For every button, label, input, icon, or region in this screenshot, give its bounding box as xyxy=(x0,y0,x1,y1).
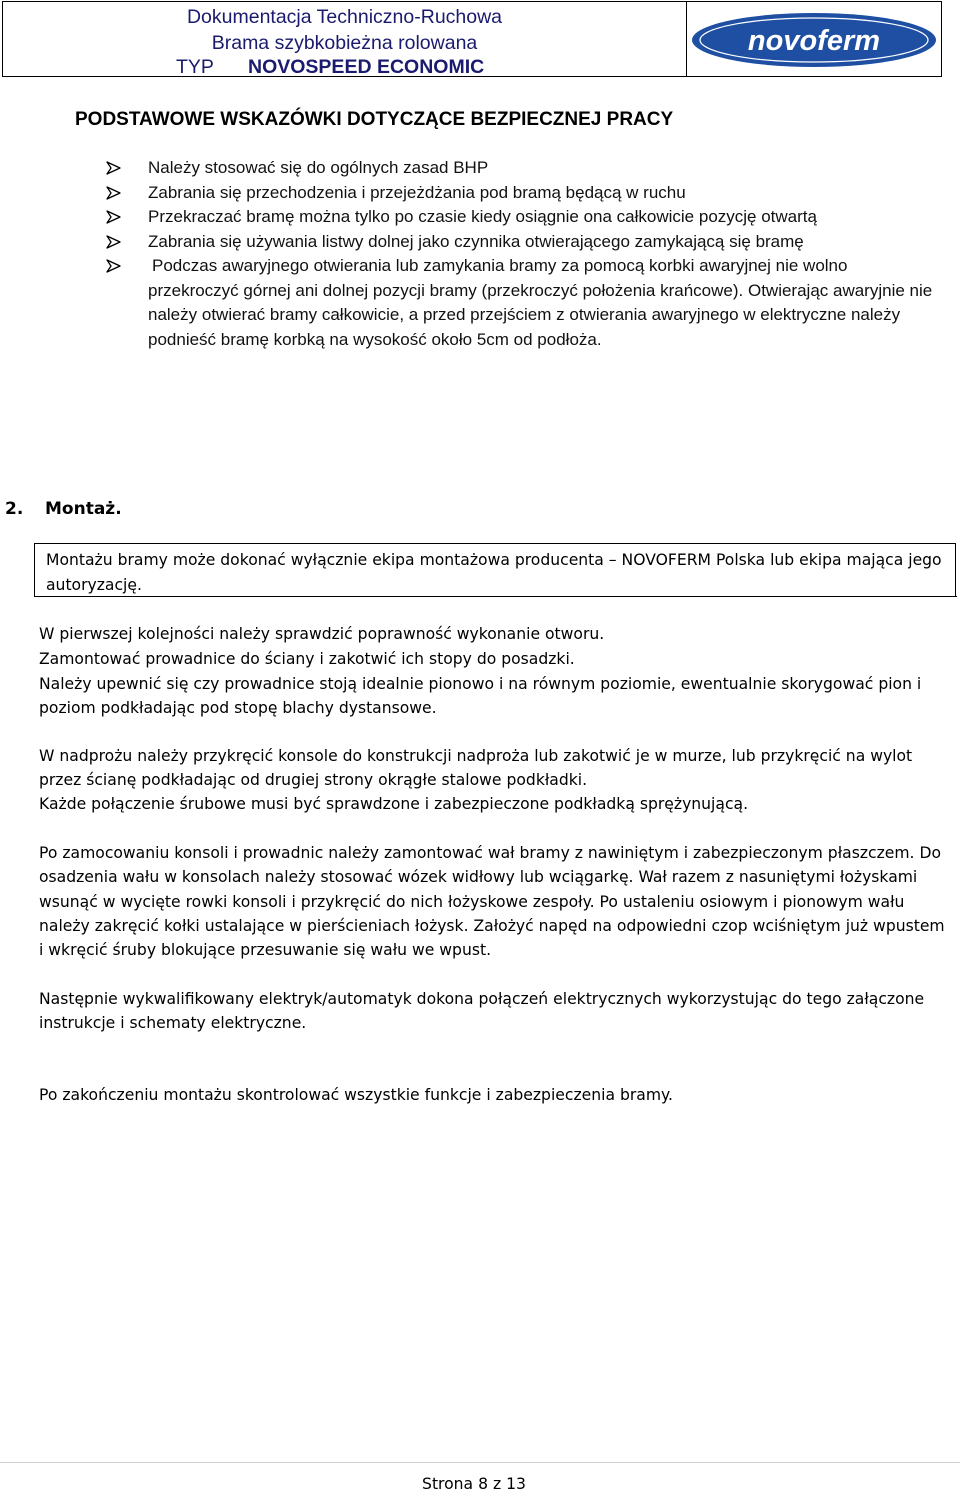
safety-item-text: Przekraczać bramę można tylko po czasie kiedy osiągnie ona całkowicie pozycję otwartą xyxy=(148,207,817,226)
safety-item-text: Podczas awaryjnego otwierania lub zamykania bramy za pomocą korbki awaryjnej nie wolno przekroczyć górnej ani dolnej pozycji bramy (przekroczyć położenia krańcowe). Otwierając awaryjnie nie należy otwierać bramy całkowicie, a przed przejściem z otwierania awaryjnego w elektryczne należy podnieść bramę korbką na wysokość około 5cm od podłoża. xyxy=(148,256,933,349)
paragraph-level-guides: Należy upewnić się czy prowadnice stoją idealnie pionowo i na równym poziomie, ewentualnie skorygować pion i poziom podkładając pod stopę blachy dystansowe. xyxy=(39,675,922,718)
safety-item-text: Zabrania się używania listwy dolnej jako czynnika otwierającego zamykającą się bramę xyxy=(148,231,804,251)
header-title-block xyxy=(3,2,687,76)
arrow-bullet-icon xyxy=(106,186,122,200)
safety-item-text: Zabrania się przechodzenia i przejeżdżania pod bramą będącą w ruchu xyxy=(148,182,686,202)
list-item xyxy=(106,230,936,255)
document-header xyxy=(2,1,942,77)
paragraph-check-opening: W pierwszej kolejności należy sprawdzić poprawność wykonanie otworu. xyxy=(39,625,605,643)
page-number: Strona 8 z 13 xyxy=(422,1475,526,1493)
list-item xyxy=(106,156,936,181)
safety-heading: PODSTAWOWE WSKAZÓWKI DOTYCZĄCE BEZPIECZNEJ PRACY xyxy=(75,109,674,130)
paragraph-final-check: Po zakończeniu montażu skontrolować wszystkie funkcje i zabezpieczenia bramy. xyxy=(39,1086,673,1104)
safety-item-text: Należy stosować się do ogólnych zasad BHP xyxy=(148,158,489,177)
paragraph-consoles: W nadprożu należy przykręcić konsole do konstrukcji nadproża lub zakotwić je w murze, lub przykręcić na wylot przez ścianę podkładając od drugiej strony okrągłe stalowe podkładki. xyxy=(39,747,913,790)
note-box-bottom-rule xyxy=(34,596,957,597)
paragraph-bolts: Każde połączenie śrubowe musi być sprawdzone i zabezpieczone podkładką sprężynującą. xyxy=(39,795,749,813)
list-item xyxy=(106,254,936,352)
header-subtitle: Brama szybkobieżna rolowana xyxy=(211,32,478,54)
authorization-note-box xyxy=(34,543,956,597)
list-item xyxy=(106,181,936,206)
paragraph-electrical: Następnie wykwalifikowany elektryk/automatyk dokona połączeń elektrycznych wykorzystując do tego załączone instrukcje i schematy elektryczne. xyxy=(39,990,925,1033)
section-title: Montaż. xyxy=(45,499,122,519)
arrow-bullet-icon xyxy=(106,235,122,249)
header-typ-label: TYP xyxy=(176,56,214,78)
novoferm-logo xyxy=(691,12,937,68)
list-item xyxy=(106,205,936,230)
paragraph-shaft: Po zamocowaniu konsoli i prowadnic należy zamontować wał bramy z nawiniętym i zabezpieczonym płaszczem. Do osadzenia wału w konsolach należy stosować wózek widłowy lub wciągarkę. Wał razem z nasuniętymi łożyskami wsunąć w wycięte rowki konsoli i przykręcić do nich łożyskowe zespoły. Po ustaleniu osiowym i pionowym wału należy zakręcić kołki ustalające w pierścieniach łożysk. Założyć napęd na odpowiedni czop wciśniętym już wpustem i wkręcić śruby blokujące przesuwanie się wału we wpust. xyxy=(39,844,945,960)
section-number: 2. xyxy=(5,499,24,519)
safety-list xyxy=(106,156,936,352)
arrow-bullet-icon xyxy=(106,259,122,273)
section-heading xyxy=(5,497,122,521)
paragraph-mount-guides: Zamontować prowadnice do ściany i zakotwić ich stopy do posadzki. xyxy=(39,650,575,668)
footer-rule xyxy=(0,1462,960,1463)
header-model: NOVOSPEED ECONOMIC xyxy=(248,56,485,78)
arrow-bullet-icon xyxy=(106,161,122,175)
logo-text: novoferm xyxy=(747,25,881,57)
header-title: Dokumentacja Techniczno-Ruchowa xyxy=(186,6,503,28)
authorization-note: Montażu bramy może dokonać wyłącznie ekipa montażowa producenta – NOVOFERM Polska lub ekipa mająca jego autoryzację. xyxy=(46,551,942,594)
arrow-bullet-icon xyxy=(106,210,122,224)
